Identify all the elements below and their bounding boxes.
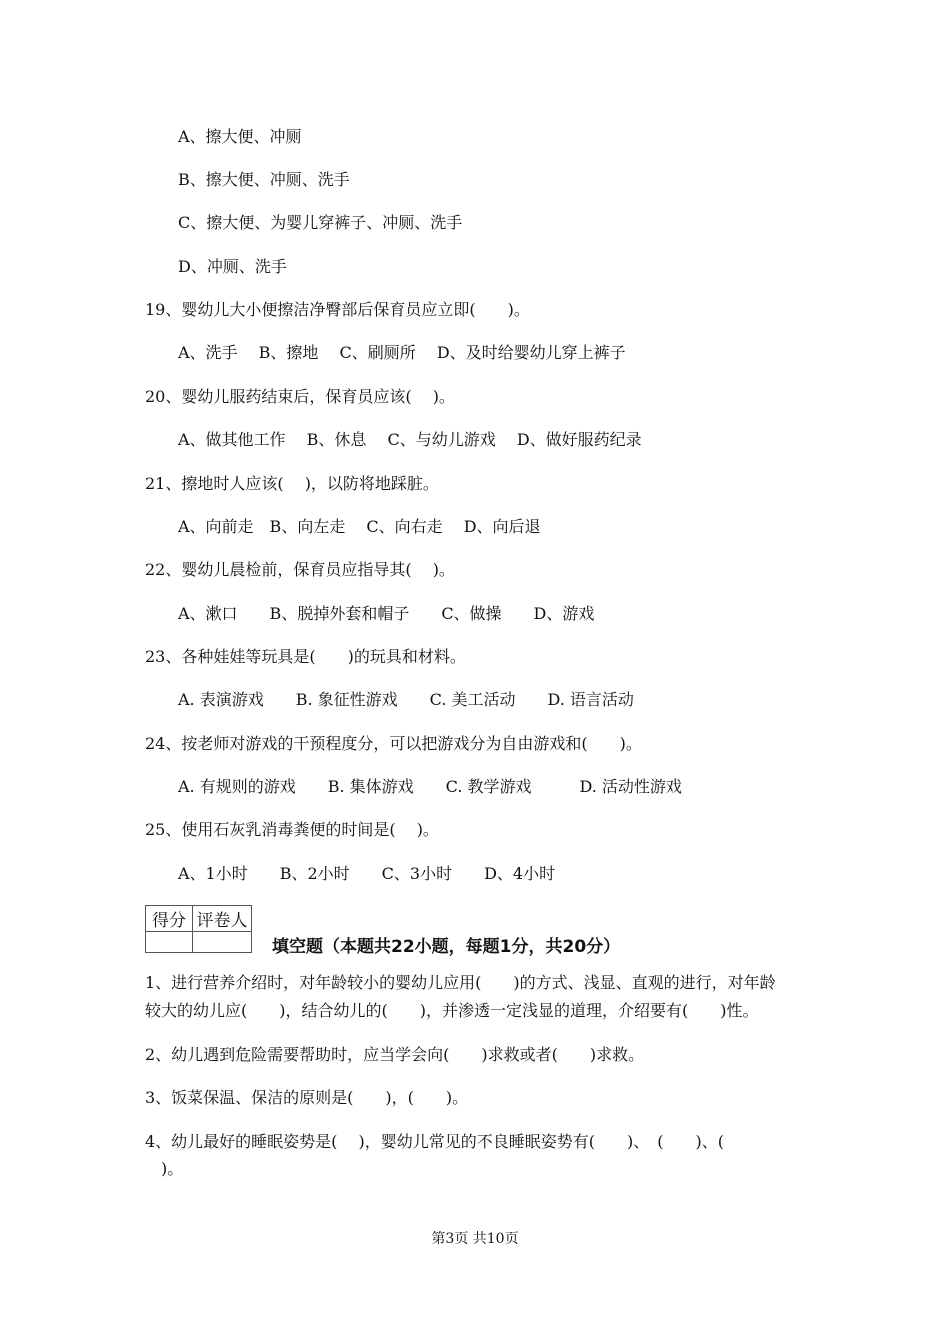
question-22: 22、婴幼儿晨检前，保育员应指导其( )。 [145,560,455,579]
fill-question-line: 4、幼儿最好的睡眠姿势是( )，婴幼儿常见的不良睡眠姿势有( )、 ( )、( [145,1132,724,1151]
score-header: 得分 [146,906,193,932]
score-cell [146,932,193,953]
question-25: 25、使用石灰乳消毒粪便的时间是( )。 [145,820,439,839]
fill-question-line: 3、饭菜保温、保洁的原则是( )，( )。 [145,1088,469,1107]
question-25-options: A、1小时 B、2小时 C、3小时 D、4小时 [178,864,556,883]
option-line: B、擦大便、冲厕、洗手 [178,170,350,189]
option-line: C、擦大便、为婴儿穿裤子、冲厕、洗手 [178,213,463,232]
question-24-options: A. 有规则的游戏 B. 集体游戏 C. 教学游戏 D. 活动性游戏 [178,777,682,796]
option-line: A、擦大便、冲厕 [178,127,302,146]
question-21-options: A、向前走 B、向左走 C、向右走 D、向后退 [178,517,541,536]
question-21: 21、擦地时人应该( )，以防将地踩脏。 [145,474,439,493]
fill-question-line: )。 [145,1159,184,1178]
question-22-options: A、漱口 B、脱掉外套和帽子 C、做操 D、游戏 [178,604,595,623]
grader-header: 评卷人 [193,906,252,932]
option-line: D、冲厕、洗手 [178,257,287,276]
fill-question-line: 2、幼儿遇到危险需要帮助时，应当学会向( )求救或者( )求救。 [145,1045,645,1064]
question-24: 24、按老师对游戏的干预程度分，可以把游戏分为自由游戏和( )。 [145,734,642,753]
question-23: 23、各种娃娃等玩具是( )的玩具和材料。 [145,647,466,666]
question-19-options: A、洗手 B、擦地 C、刷厕所 D、及时给婴幼儿穿上裤子 [178,343,626,362]
fill-question-line: 1、进行营养介绍时，对年龄较小的婴幼儿应用( )的方式、浅显、直观的进行，对年龄 [145,973,776,992]
question-20-options: A、做其他工作 B、休息 C、与幼儿游戏 D、做好服药纪录 [178,430,642,449]
score-table [145,905,252,953]
question-23-options: A. 表演游戏 B. 象征性游戏 C. 美工活动 D. 语言活动 [178,690,634,709]
question-20: 20、婴幼儿服药结束后，保育员应该( )。 [145,387,455,406]
page-footer: 第3页 共10页 [431,1231,519,1247]
question-19: 19、婴幼儿大小便擦洁净臀部后保育员应立即( )。 [145,300,530,319]
fill-question-line: 较大的幼儿应( )，结合幼儿的( )，并渗透一定浅显的道理，介绍要有( )性。 [145,1001,759,1020]
grader-cell [193,932,252,953]
section-title: 填空题（本题共22小题，每题1分，共20分） [272,937,621,957]
